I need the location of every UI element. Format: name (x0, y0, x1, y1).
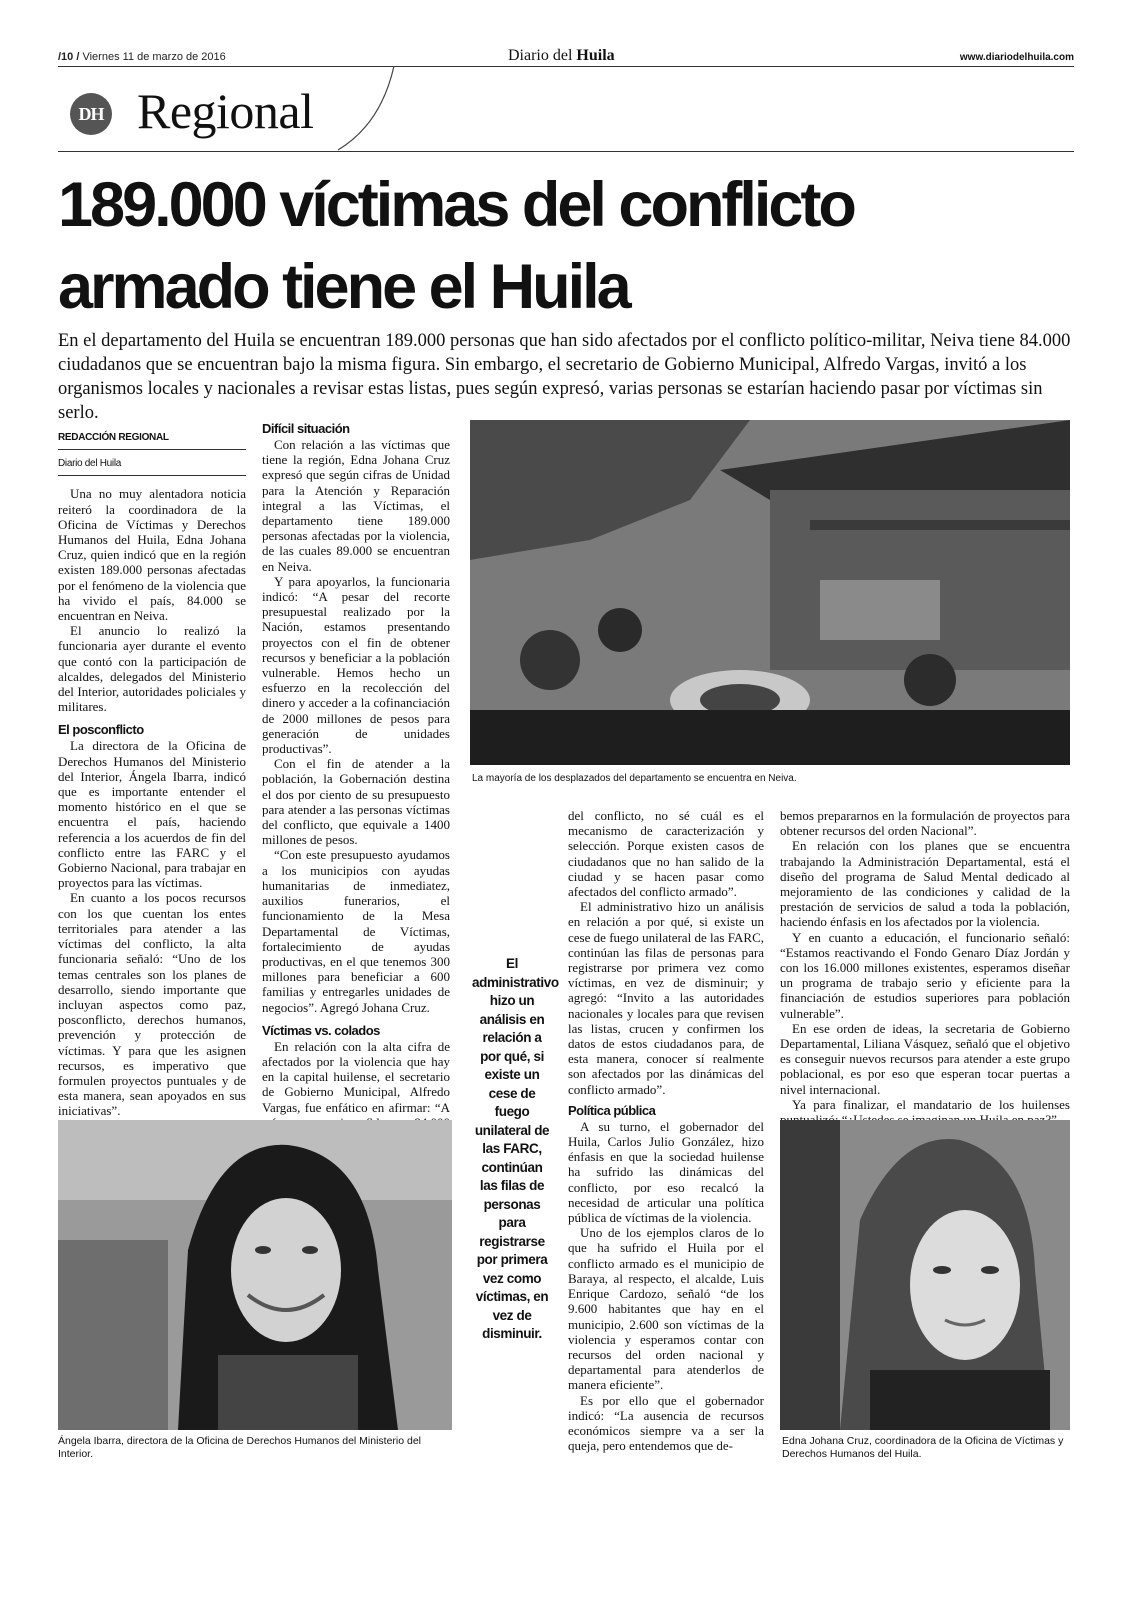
paragraph: Ya para finalizar, el mandatario de los huilenses (792, 1096, 1070, 1112)
column-2 (262, 421, 450, 1145)
paragraph: En relación con los planes que se encuentra trabajando la Administración Departamental, está el diseño del programa de Salud Mental dedicado al mejoramiento de las condiciones y calidad de la prestación de servicios de salud a toda la población, haciendo énfasis en los afectados por la violencia. (780, 838, 1070, 930)
paragraph: del conflicto, no sé cuál es el mecanismo de caracterización y selección. Porque existen casos de ciudadanos que no han salido de la ciudad y se hacen pasar como afectados del conflicto armado”. (568, 808, 764, 900)
lead-paragraph: En el departamento del Huila se encuentran 189.000 personas que han sido afectados por el conflicto político-militar, Neiva tiene 84.000 ciudadanos que se encuentran bajo la misma figura. Sin embargo, el secretario de Gobierno Municipal, Alfredo Vargas, invitó a los organismos locales y nacionales a revisar estas listas, pues según expresó, varias personas se estarían haciendo pasar por víctimas sin serlo. (58, 331, 1071, 423)
portrait-angela-ibarra (58, 1120, 452, 1430)
page-date-line (58, 51, 226, 63)
headline: 189.000 víctimas del conflicto armado tiene el Huila (58, 170, 854, 322)
header-rule (58, 66, 1074, 67)
paragraph: Es por ello que el gobernador indicó: “La ausencia de recursos económicos siempre va a ser la queja, pero entendemos que de- (568, 1392, 764, 1454)
portrait-left-caption: Ángela Ibarra, directora de la Oficina de Derechos Humanos del Ministerio del Interior. (58, 1435, 422, 1460)
paragraph: En relación con la alta cifra de afectados por la violencia que hay en la capital huilense, el secretario de Gobierno Municipal, Alfredo Vargas, fue enfático en afirmar: “A (262, 1038, 450, 1115)
byline-paper: Diario del Huila (58, 456, 246, 476)
paragraph: La directora de la Oficina de Derechos Humanos del Ministerio del Interior, Ángela Ibarra, indicó que es importante entender el momento histórico en el que se encuentra el país, haciendo referencia a los acuerdos de fin del conflicto entre las FARC y el Gobierno Nacional, para trabajar en proyectos para las víctimas. (58, 738, 246, 891)
main-photo-displaced-people (470, 420, 1070, 765)
byline-author: REDACCIÓN REGIONAL (58, 430, 246, 450)
paragraph: Uno de los ejemplos claros de lo que ha sufrido el Huila por el conflicto armado es el municipio de Baraya, al respecto, el alcalde, Luis Enrique Cardozo, señaló “de los 9.600 habitantes que hay en el municipio, 2.600 son víctimas de la violencia y esperamos contar con recursos del orden nacional y departamental para atenderlos de manera eficiente”. (568, 1225, 764, 1393)
main-photo-caption: La mayoría de los desplazados del departamento se encuentra en Neiva. (472, 773, 797, 784)
section-divider-slash (336, 64, 396, 152)
pull-quote: El administrativo hizo un análisis en relación a por qué, si existe un cese de fuego unilateral de las FARC, continúan las filas de personas para registrarse por primera vez como víctimas, en vez de disminuir. (472, 956, 559, 1341)
subhead-politica: Política pública (568, 1102, 656, 1118)
section-title: Regional (137, 83, 314, 139)
paragraph: Una no muy alentadora noticia reiteró la coordinadora de la Oficina de Víctimas y Derechos Humanos del Huila, Edna Johana Cruz, quien indicó que en la región existen 189.000 personas afectadas por el fenómeno de la violencia que ha vivido el país, 84.000 se encuentran en Neiva. (58, 486, 246, 624)
column-3 (568, 808, 764, 1453)
subhead-dificil: Difícil situación (262, 421, 350, 436)
paragraph: bemos prepararnos en la formulación de proyectos para obtener recursos del orden Nacional”. (780, 808, 1070, 839)
paragraph: En cuanto a los pocos recursos con los que cuentan los entes territoriales para atender a las víctimas del conflicto, la alta funcionaria señaló: “Uno de los temas centrales son los planes de desarrollo, siendo importante que incluyan aspectos como paz, posconflicto, derechos humanos, prevención y protección de víctimas. Y para que les asignen recursos, es imperativo que formulen proyectos puntuales y de esta manera, sean apoyados en sus iniciativas”. (58, 890, 246, 1119)
column-4 (780, 808, 1070, 1127)
column-1 (58, 430, 246, 1119)
issue-date: Viernes 11 de marzo de 2016 (82, 51, 226, 63)
paragraph: Con relación a las víctimas que tiene la región, Edna Johana Cruz expresó que según cifras de Unidad para la Atención y Reparación integral a las Víctimas, el departamento tiene 189.000 personas afectadas por la violencia, de las cuales 89.000 se encuentran en Neiva. (262, 437, 450, 574)
subhead-posconflicto: El posconflicto (58, 722, 144, 738)
paragraph: A su turno, el gobernador del Huila, Carlos Julio González, hizo énfasis en que la sociedad huilense ha sufrido las dinámicas del conflicto, por eso recalcó la necesidad de articular una política pública de víctimas de la violencia. (568, 1118, 764, 1226)
page-number: /10 / (58, 51, 80, 63)
main-photo-image (470, 420, 1070, 765)
portrait-edna-johana-cruz (780, 1120, 1070, 1430)
portrait-right-caption: Edna Johana Cruz, coordinadora de la Oficina de Víctimas y Derechos Humanos del Huila. (782, 1435, 1064, 1460)
paragraph: El administrativo hizo un análisis en relación a por qué, si existe un cese de fuego unilateral de las FARC, continúan las filas de personas para registrarse por primera vez como víctimas, en vez de disminuir; y agregó: “Invito a las autoridades nacionales y locales para que revisen las listas, crucen y confirmen los datos de estos ciudadanos para, de esta manera, conocer sí realmente son afectados por las dinámicas del conflicto armado”. (568, 899, 764, 1097)
paragraph: “Con este presupuesto ayudamos a los municipios con ayudas humanitarias de inmediatez, auxilios funerarios, el funcionamiento de la Mesa Departamental de Víctimas, fortalecimiento de ayudas productivas, en el que tenemos 300 millones para beneficiar a 600 familias y entregarles unidades de negocios”. Agregó Johana Cruz. (262, 847, 450, 1015)
portrait-image (58, 1120, 452, 1430)
paragraph: En ese orden de ideas, la secretaria de Gobierno Departamental, Liliana Vásquez, señaló que el objetivo es conseguir nuevos recursos para atender a este grupo poblacional, es por eso que esperan tocar puertas a nivel internacional. (780, 1020, 1070, 1097)
paragraph: El anuncio lo realizó la funcionaria ayer durante el evento que contó con la participación de alcaldes, delegados del Ministerio del Interior, autoridades policiales y militares. (58, 623, 246, 715)
subhead-victimas: Víctimas vs. colados (262, 1022, 380, 1038)
paragraph: Con el fin de atender a la población, la Gobernación destina el dos por ciento de su presupuesto para atender a las personas víctimas del conflicto, que equivale a 1400 millones de pesos. (262, 756, 450, 848)
section-rule (58, 151, 1074, 152)
portrait-image (780, 1120, 1070, 1430)
paragraph: Y en cuanto a educación, el funcionario señaló: “Estamos reactivando el Fondo Genaro Díaz Jordán y con los 16.000 millones existentes, esperamos diseñar un programa de trabajo serio y eficiente para la financiación de estudios superiores para población vulnerable”. (780, 929, 1070, 1021)
dh-logo: DH (70, 93, 112, 135)
website-link[interactable]: www.diariodelhuila.com (959, 52, 1074, 63)
paper-name: Diario del Huila (508, 47, 615, 64)
paragraph: Y para apoyarlos, la funcionaria indicó: “A pesar del recorte presupuestal realizado por la Nación, estamos presentando proyectos con el fin de obtener recursos y beneficiar a la población vulnerable. Hemos hecho un esfuerzo en la recolección del dinero y acceder a la cofinanciación de 2000 millones de pesos para generación de unidades productivas”. (262, 573, 450, 757)
